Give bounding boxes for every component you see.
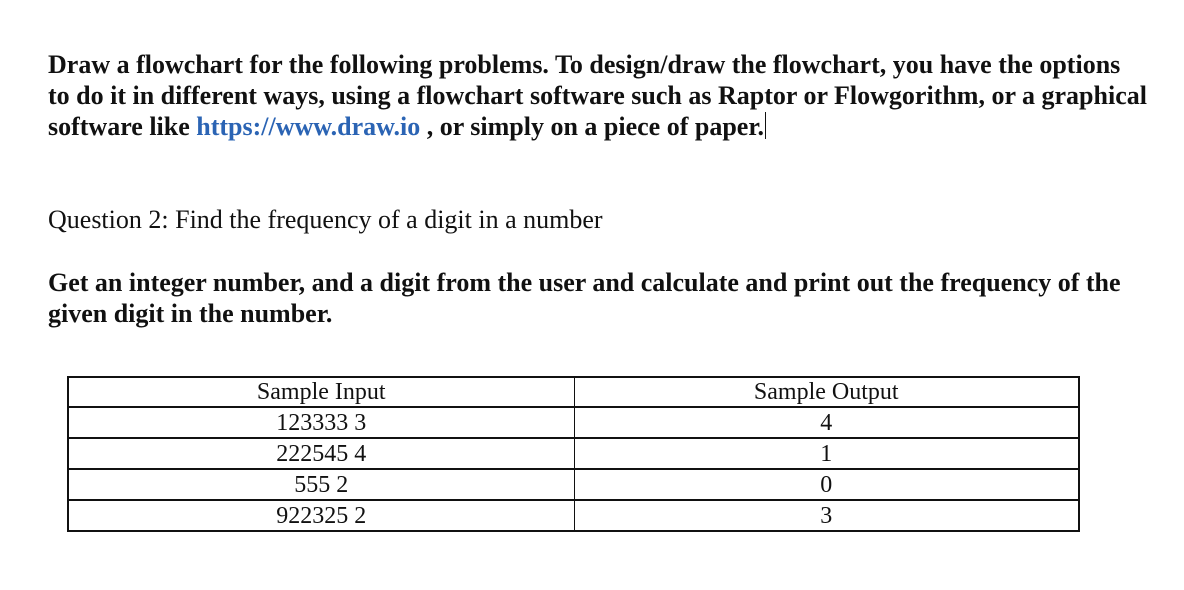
header-sample-output: Sample Output — [574, 377, 1079, 407]
instructions-text-start: Draw a flowchart for the following problems. To design/draw the flowchart, you have the options to do it in different ways, using a flowchart software such as Raptor or Flowgorithm, or a graphical software like — [48, 50, 1147, 141]
sample-input-cell: 123333 3 — [68, 407, 574, 438]
task-description: Get an integer number, and a digit from the user and calculate and print out the frequency of the given digit in the number. — [48, 268, 1121, 328]
table-row — [68, 500, 1079, 531]
sample-input-cell: 222545 4 — [68, 438, 574, 469]
sample-input-cell: 555 2 — [68, 469, 574, 500]
header-sample-input: Sample Input — [68, 377, 574, 407]
sample-output-cell: 1 — [574, 438, 1079, 469]
drawio-link[interactable]: https://www.draw.io — [196, 112, 421, 141]
sample-output-cell: 3 — [574, 500, 1079, 531]
sample-output-cell: 4 — [574, 407, 1079, 438]
table-row — [68, 469, 1079, 500]
question-title: Question 2: Find the frequency of a digit in a number — [48, 205, 603, 234]
table-row — [68, 438, 1079, 469]
text-cursor — [765, 112, 766, 139]
instructions-paragraph — [48, 49, 1148, 142]
table-row — [68, 407, 1079, 438]
sample-io-table — [67, 376, 1080, 532]
table-header-row — [68, 377, 1079, 407]
instructions-text-end: , or simply on a piece of paper. — [420, 112, 764, 141]
sample-output-cell: 0 — [574, 469, 1079, 500]
sample-input-cell: 922325 2 — [68, 500, 574, 531]
